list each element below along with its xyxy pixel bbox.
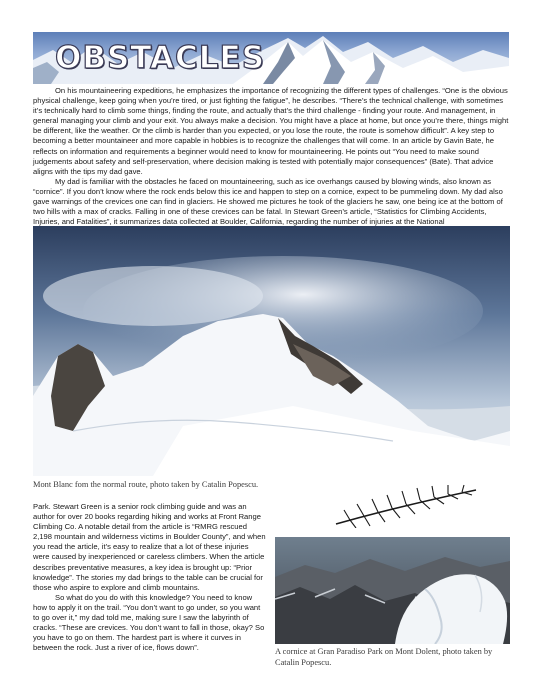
mont-blanc-photo	[33, 226, 510, 476]
second-paragraph: My dad is familiar with the obstacles he faced on mountaineering, such as ice overhangs caused by blowing winds, also known as “cornice”. If you don’t know where the rock ends below this ice and happen to step on a cornice, expect to be pummeling down. My dad also gave warnings of the crevices one can find in glaciers. He showed me pictures he took of the glaciers he saw, one being ice at the bottom of two hills with a max of cracks. Falling in one of these crevices can be fatal. In Stewart Green’s article, “Statistics for Climbing Accidents, Injuries, and Fatalities”, it summarizes data collected at Boulder, California, regarding the number of injuries at the National	[33, 176, 503, 227]
header-banner	[33, 32, 509, 84]
intro-paragraph: On his mountaineering expeditions, he emphasizes the importance of recognizing the different types of challenges. “One is the obvious physical challenge, keep going when you’re tired, or just fighting the fatigue”, he describes. “There’s the technical challenge, with sometimes it’s technically hard to climb some things, finding the route, and actually that’s the third challenge - finding your route. And management, in general managing your climb and your exit. You always make a decision. You might have a place at home, but once you’re there, things might be different, like the weather. Or the climb is harder than you expected, or you lose the route, the route is somehow difficult”. A key step to becoming a better mountaineer and more capable in hobbies is to recognize the challenges that will come. In an article by Gavin Bate, he reflects on information and requirements a beginner would need to know for mountaineering. He points out “You need to make sound judgements about safety and self-preservation, where decision making is tested with potentially major consequences” (Bate). That advice aligns with the tips my dad gave.	[33, 86, 509, 176]
column-paragraph-1: Park. Stewart Green is a senior rock climbing guide and was an author for over 20 books regarding hiking and works at Front Range Climbing Co. A notable detail from the article is “RMRG rescued 2,198 mountain and wilderness victims in Boulder County”, and when you read the article, it’s easy to realize that a lot of these injuries were caused by inexperienced or careless climbers. When the article describes preventative measures, a key idea is brought up: “Prior knowledge”. The stories my dad brings to the table can be crucial for those who aspire to explore and climb mountains.	[33, 502, 266, 592]
article-intro	[33, 86, 510, 227]
mont-blanc-caption: Mont Blanc fom the normal route, photo taken by Catalin Popescu.	[33, 480, 259, 489]
column-paragraph-2: So what do you do with this knowledge? You need to know how to apply it on the trail. “You don’t want to go under, so you want to go over it,” my dad told me, making sure I saw the labyrinth of cracks. “These are crevices. You don’t want to fall in those, okay? So you have to go on them. The hardest part is where it curves in between the rock. Just a river of ice, flows down”.	[33, 592, 265, 653]
cornice-photo	[275, 537, 510, 644]
feather-icon	[330, 484, 480, 528]
article-column	[33, 502, 267, 653]
cornice-caption: A cornice at Gran Paradiso Park on Mont Dolent, photo taken by Catalin Popescu.	[275, 647, 493, 667]
page-title: OBSTACLES	[55, 40, 266, 76]
